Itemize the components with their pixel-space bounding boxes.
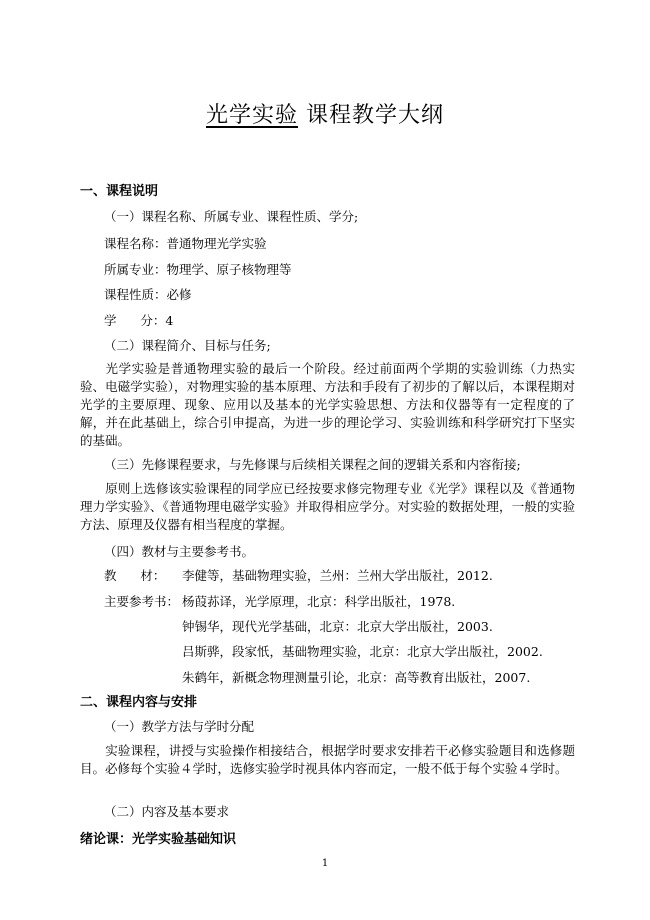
intro-lecture-heading: 绪论课：光学实验基础知识 bbox=[80, 832, 237, 847]
reference-item: 钟锡华，现代光学基础，北京：北京大学出版社，2003. bbox=[182, 619, 493, 634]
subsection-1-4: （四）教材与主要参考书。 bbox=[104, 544, 255, 559]
page-number: 1 bbox=[321, 858, 329, 869]
course-intro-text: 光学实验是普通物理实验的最后一个阶段。经过前面两个学期的实验训练（力热实验、电磁学实验），对物理实验的基本原理、方法和手段有了初步的了解以后，本课程期对光学的主要原理、现象、应用以及基本的光学实验思想、方法和仪器等有一定程度的了解，并在此基础上，综合引申提高，为进一步的理论学习、实验训练和科学研究打下坚实的基础。 bbox=[80, 361, 575, 448]
textbook-value: 李健等，基础物理实验，兰州：兰州大学出版社，2012. bbox=[182, 568, 493, 583]
references-label: 主要参考书： bbox=[104, 594, 180, 609]
prerequisite-text: 原则上选修该实验课程的同学应已经按要求修完物理专业《光学》课程以及《普通物理力学实验》、《普通物理电磁学实验》并取得相应学分。对实验的数据处理，一般的实验方法、原理及仪器有相当程度的掌握。 bbox=[80, 481, 575, 532]
textbook-line bbox=[104, 566, 493, 584]
reference-item: 朱鹤年，新概念物理测量引论，北京：高等教育出版社，2007. bbox=[182, 670, 531, 685]
title-course-name: 光学实验 bbox=[205, 103, 298, 128]
subsection-2-2: （二）内容及基本要求 bbox=[104, 804, 230, 819]
subsection-1-3: （三）先修课程要求，与先修课与后续相关课程之间的逻辑关系和内容衔接; bbox=[104, 457, 521, 472]
textbook-label: 教 材： bbox=[104, 568, 166, 583]
subsection-1-1: （一）课程名称、所属专业、课程性质、学分; bbox=[104, 209, 359, 224]
credit-value: 4 bbox=[165, 313, 174, 328]
subsection-2-1: （一）教学方法与学时分配 bbox=[104, 719, 255, 734]
reference-line-1 bbox=[104, 592, 455, 610]
prerequisite-paragraph bbox=[80, 480, 575, 534]
course-name: 课程名称：普通物理光学实验 bbox=[104, 236, 267, 251]
subsection-1-2: （二）课程简介、目标与任务; bbox=[104, 338, 271, 353]
course-major: 所属专业：物理学、原子核物理等 bbox=[104, 262, 292, 277]
page-title bbox=[0, 98, 650, 129]
teaching-method-text: 实验课程，讲授与实验操作相接结合，根据学时要求安排若干必修实验题目和选修题目。必修每个实验４学时，选修实验学时视具体内容而定，一般不低于每个实验４学时。 bbox=[80, 743, 575, 776]
credit-label: 学 分： bbox=[104, 313, 166, 328]
course-credit bbox=[104, 311, 173, 329]
section-heading-2: 二、课程内容与安排 bbox=[80, 695, 198, 710]
title-rest: 课程教学大纲 bbox=[306, 103, 445, 128]
section-heading-1: 一、课程说明 bbox=[80, 184, 159, 199]
course-intro-paragraph bbox=[80, 360, 575, 450]
reference-item: 杨葭荪译，光学原理，北京：科学出版社，1978. bbox=[182, 594, 456, 609]
reference-item: 吕斯骅，段家忯，基础物理实验，北京：北京大学出版社，2002. bbox=[182, 644, 543, 659]
course-nature: 课程性质：必修 bbox=[104, 287, 192, 302]
teaching-method-paragraph bbox=[80, 742, 575, 778]
